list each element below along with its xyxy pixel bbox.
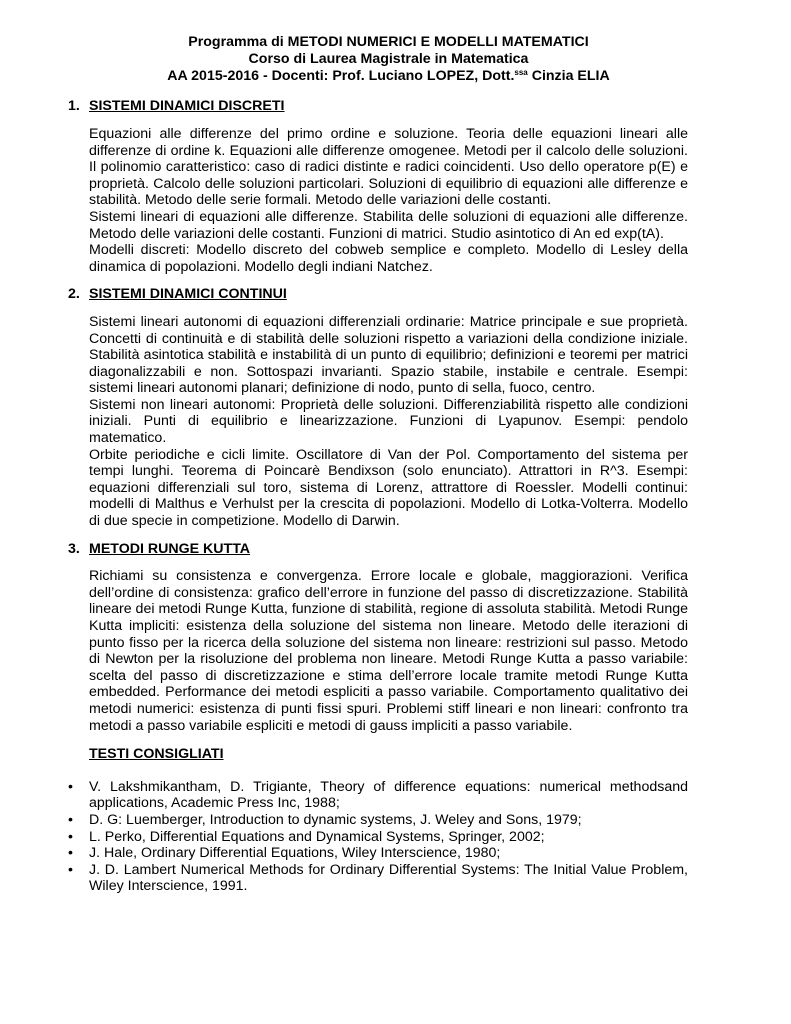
section-title: METODI RUNGE KUTTA	[89, 540, 251, 557]
section-3-heading	[68, 540, 688, 558]
bullet-icon: •	[68, 861, 73, 878]
paragraph: Modelli discreti: Modello discreto del cobweb semplice e completo. Modello di Lesley della dinamica di popolazioni. Modello degli indiani Natchez.	[89, 242, 688, 275]
paragraph: Richiami su consistenza e convergenza. Errore locale e globale, maggiorazioni. Verifica dell’ordine di consistenza: grafico dell’errore in funzione del passo di discretizzazione. Stabilità lineare dei metodi Runge Kutta, funzione di stabilità, regione di assoluta stabilità. Metodi Runge Kutta impliciti: esistenza della soluzione del sistema non lineare. Metodo delle iterazioni di punto fisso per la ricerca della soluzione del sistema non lineare: restrizioni sul passo. Metodo di Newton per la risoluzione del problema non lineare. Metodi Runge Kutta a passo variabile: scelta del passo di discretizzazione e stima dell’errore locale tramite metodi Runge Kutta embedded. Performance dei metodi espliciti a passo variabile. Comportamento qualitativo dei metodi numerici: esistenza di punti fissi spuri. Problemi stiff lineari e non lineari: confronto tra metodi a passo variabile espliciti e metodi di gauss impliciti a passo variabile.	[89, 568, 688, 734]
section-2-heading	[68, 286, 688, 303]
section-number: 3.	[68, 540, 80, 557]
reference-item	[68, 778, 688, 812]
document-header	[89, 34, 688, 84]
section-1-body	[89, 126, 688, 275]
paragraph: Sistemi lineari di equazioni alle differenze. Stabilita delle soluzioni di equazioni alle differenze. Metodo delle variazioni delle costanti. Funzioni di matrici. Studio asintotico di An ed exp(tA).	[89, 208, 688, 242]
reference-text: D. G: Luemberger, Introduction to dynamic systems, J. Weley and Sons, 1979;	[89, 811, 582, 828]
bullet-icon: •	[68, 845, 73, 862]
paragraph: Sistemi lineari autonomi di equazioni differenziali ordinarie: Matrice principale e sue proprietà. Concetti di continuità e di stabilità delle soluzioni rispetto a variazioni della condizione iniziale. Stabilità asintotica stabilità e instabilità di un punto di equilibrio; definizioni e teoremi per matrici diagonalizzabili e non. Sottospazi invarianti. Spazio stabile, instabile e centrale. Esempi: sistemi lineari autonomi planari; definizione di nodo, punto di sella, fuoco, centro.	[89, 313, 688, 397]
section-number: 2.	[68, 286, 80, 303]
paragraph: Equazioni alle differenze del primo ordine e soluzione. Teoria delle equazioni lineari alle differenze di ordine k. Equazioni alle differenze omogenee. Metodi per il calcolo delle soluzioni. Il polinomio caratteristico: caso di radici distinte e radici coincidenti. Uso dello operatore p(E) e proprietà. Calcolo delle soluzioni particolari. Soluzioni di equilibrio di equazioni alle differenze e stabilità. Metodo delle serie formali. Metodo delle variazioni delle costanti.	[89, 125, 688, 209]
bullet-icon: •	[68, 828, 73, 845]
reference-item	[68, 811, 688, 829]
reference-text: L. Perko, Differential Equations and Dynamical Systems, Springer, 2002;	[89, 828, 545, 845]
reference-item	[68, 845, 688, 862]
header-year-teachers	[89, 68, 688, 85]
header-superscript: ssa	[514, 67, 528, 77]
reference-item	[68, 861, 688, 895]
section-title: SISTEMI DINAMICI CONTINUI	[89, 286, 287, 303]
section-title: SISTEMI DINAMICI DISCRETI	[89, 98, 285, 115]
section-3-body	[89, 568, 688, 734]
bullet-icon: •	[68, 778, 73, 795]
header-year-teachers-text: AA 2015-2016 - Docenti: Prof. Luciano LOPEZ, Dott.	[167, 67, 515, 84]
section-1-heading	[68, 98, 688, 115]
section-number: 1.	[68, 98, 80, 115]
reference-text: J. D. Lambert Numerical Methods for Ordinary Differential Systems: The Initial Value Problem, Wiley Interscience, 1991.	[89, 861, 688, 895]
references-list	[68, 778, 688, 895]
header-teacher-name: Cinzia ELIA	[527, 67, 610, 84]
bullet-icon: •	[68, 811, 73, 828]
references-title: TESTI CONSIGLIATI	[89, 746, 224, 763]
header-degree: Corso di Laurea Magistrale in Matematica	[248, 50, 529, 67]
header-course-title: Programma di METODI NUMERICI E MODELLI MATEMATICI	[188, 34, 589, 50]
reference-text: J. Hale, Ordinary Differential Equations, Wiley Interscience, 1980;	[89, 845, 501, 862]
reference-text: V. Lakshmikantham, D. Trigiante, Theory of difference equations: numerical methodsand applications, Academic Press Inc, 1988;	[89, 778, 688, 812]
paragraph: Sistemi non lineari autonomi: Proprietà delle soluzioni. Differenziabilità rispetto alle condizioni iniziali. Punti di equilibrio e linearizzazione. Funzioni di Lyapunov. Esempi: pendolo matematico.	[89, 396, 688, 447]
section-2-body	[89, 314, 688, 530]
paragraph: Orbite periodiche e cicli limite. Oscillatore di Van der Pol. Comportamento del sistema per tempi lunghi. Teorema di Poincarè Bendixson (solo enunciato). Attrattori in R^3. Esempi: equazioni differenziali sul toro, sistema di Lorenz, attrattore di Roessler. Modelli continui: modelli di Malthus e Verhulst per la crescita di popolazioni. Modello di Lotka-Volterra. Modello di due specie in competizione. Modello di Darwin.	[89, 446, 688, 530]
reference-item	[68, 828, 688, 846]
